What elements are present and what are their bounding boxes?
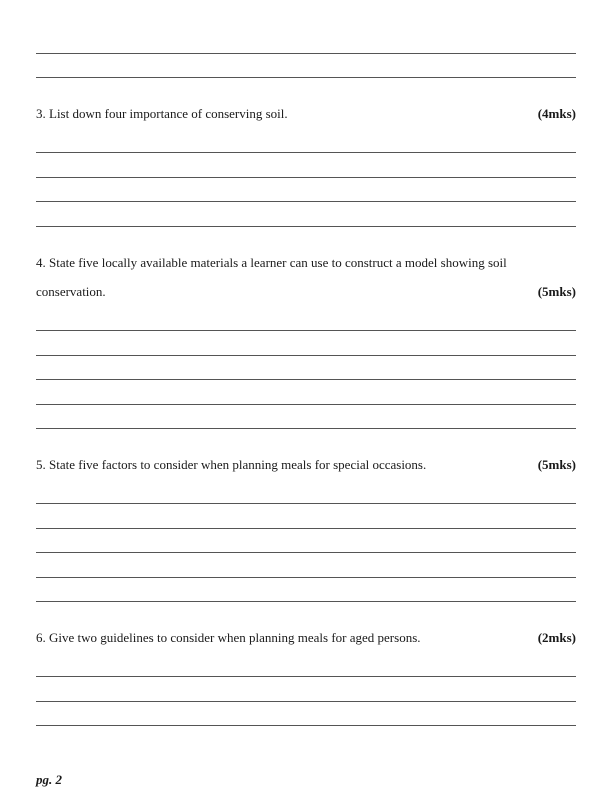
question-5 — [36, 450, 576, 480]
answer-lines-group — [36, 653, 576, 727]
answer-line — [36, 356, 576, 381]
answer-line — [36, 702, 576, 727]
question-6 — [36, 623, 576, 653]
answer-line — [36, 307, 576, 332]
page-footer: pg. 2 — [36, 772, 62, 787]
answer-line — [36, 380, 576, 405]
answer-lines-group — [36, 129, 576, 227]
questions-container — [36, 29, 576, 726]
answer-lines-group — [36, 307, 576, 430]
answer-line — [36, 153, 576, 178]
question-marks: (2mks) — [537, 630, 576, 645]
answer-line — [36, 178, 576, 203]
question-4 — [36, 248, 576, 307]
answer-line — [36, 578, 576, 603]
answer-line — [36, 202, 576, 227]
answer-line — [36, 129, 576, 154]
question-text: 3. List down four importance of conserving soil. — [36, 106, 288, 121]
question-text: 5. State five factors to consider when planning meals for special occasions. — [36, 457, 427, 472]
answer-line — [36, 677, 576, 702]
answer-line — [36, 405, 576, 430]
question-text: 4. State five locally available materials a learner can use to construct a model showing soil conservation. — [36, 254, 507, 299]
question-3 — [36, 99, 576, 129]
answer-line — [36, 480, 576, 505]
answer-line — [36, 653, 576, 678]
answer-lines-group — [36, 29, 576, 78]
answer-lines-group — [36, 480, 576, 603]
answer-line — [36, 504, 576, 529]
answer-line — [36, 54, 576, 79]
question-marks: (5mks) — [537, 457, 576, 472]
answer-line — [36, 331, 576, 356]
question-text: 6. Give two guidelines to consider when planning meals for aged persons. — [36, 630, 421, 645]
answer-line — [36, 29, 576, 54]
answer-line — [36, 553, 576, 578]
question-marks: (4mks) — [537, 106, 576, 121]
answer-line — [36, 529, 576, 554]
question-marks: (5mks) — [537, 284, 576, 299]
